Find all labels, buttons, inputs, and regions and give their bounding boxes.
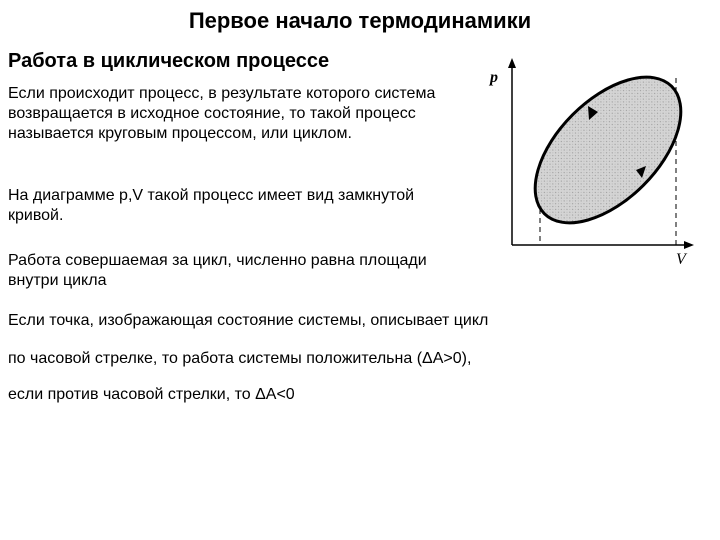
paragraph-work-area: Работа совершаемая за цикл, численно равна площади внутри цикла (8, 252, 427, 289)
paragraph-pv-diagram: На диаграмме p,V такой процесс имеет вид замкнутой кривой. (8, 187, 415, 224)
cycle-area (509, 51, 707, 249)
slide-subtitle: Работа в циклическом процессе (8, 50, 330, 72)
v-axis-label: V (676, 251, 686, 268)
p-axis-arrow-icon (508, 58, 516, 68)
v-axis-arrow-icon (684, 241, 694, 249)
p-axis-label: p (490, 69, 498, 86)
text-line-negative-work: если против часовой стрелки, то ΔA<0 (8, 386, 295, 403)
pv-cycle-diagram (480, 50, 710, 270)
text-line-positive-work: по часовой стрелке, то работа системы положительна (ΔA>0), (8, 350, 472, 367)
paragraph-cycle-definition: Если происходит процесс, в результате которого система возвращается в исходное состояние, то такой процесс называется круговым процессом, или циклом. (8, 85, 436, 142)
text-line-clockwise-intro: Если точка, изображающая состояние системы, описывает цикл (8, 312, 489, 329)
slide-title: Первое начало термодинамики (188, 8, 532, 33)
